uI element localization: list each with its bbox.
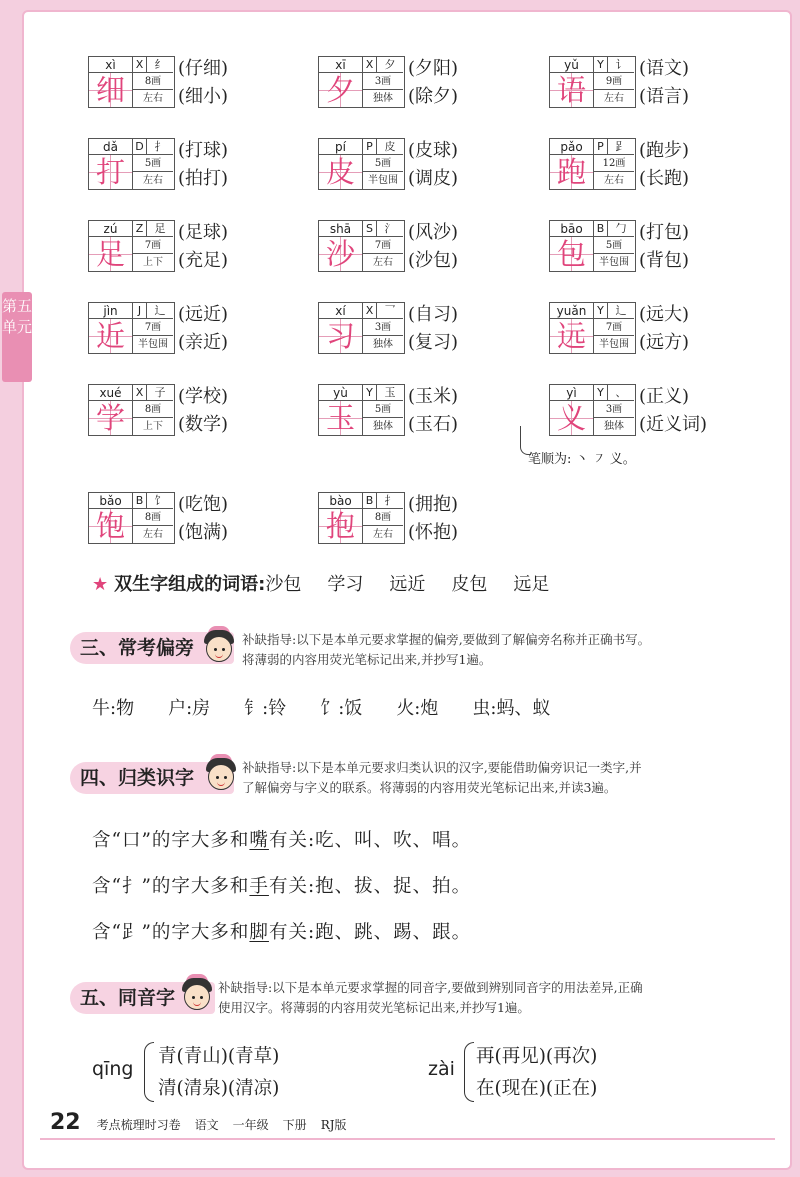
homophone-line: 清(清泉)(清凉): [158, 1078, 280, 1099]
radical-item: 户:房: [168, 698, 211, 719]
char-structure: 半包围: [138, 339, 168, 350]
char-word: (打球): [178, 140, 229, 161]
char-box: [88, 56, 175, 108]
char-word: (近义词): [639, 414, 708, 435]
section4-heading: 四、归类识字: [70, 762, 234, 794]
char-box: [88, 492, 175, 544]
char-glyph: 语: [550, 73, 594, 107]
char-radical: 纟: [147, 57, 173, 73]
section3-heading: 三、常考偏旁: [70, 632, 234, 664]
char-word: (远近): [178, 304, 229, 325]
char-structure: 左右: [143, 93, 163, 104]
char-glyph: 近: [89, 319, 133, 353]
char-initial: J: [133, 303, 147, 319]
char-strokes: 5画: [133, 155, 173, 172]
student-icon: [202, 756, 240, 794]
char-initial: Y: [594, 303, 608, 319]
homophone-line: 在(现在)(正在): [476, 1078, 598, 1099]
classify-rule: [92, 826, 471, 852]
char-word: (拍打): [178, 168, 229, 189]
homophone-line: 青(青山)(青草): [158, 1046, 280, 1067]
char-card: [68, 210, 298, 280]
char-box: [318, 56, 405, 108]
char-structure: 独体: [604, 421, 624, 432]
unit-side-tab: 第五单元: [2, 292, 32, 382]
char-structure: 独体: [373, 421, 393, 432]
char-glyph: 远: [550, 319, 594, 353]
char-initial: X: [133, 385, 147, 401]
char-word: (调皮): [408, 168, 459, 189]
radical-item: 钅:铃: [244, 698, 287, 719]
char-word: (远大): [639, 304, 690, 325]
char-radical: 皮: [377, 139, 403, 155]
radical-item: 牛:物: [92, 698, 135, 719]
star-icon: ★: [92, 574, 109, 595]
char-strokes: 7画: [594, 319, 634, 336]
double-word: 沙包: [265, 574, 302, 595]
char-strokes: 12画: [594, 155, 634, 172]
char-structure: 左右: [373, 257, 393, 268]
char-box: [549, 220, 636, 272]
char-radical: 勹: [608, 221, 634, 237]
char-initial: B: [594, 221, 608, 237]
char-word: (沙包): [408, 250, 459, 271]
char-word: (玉米): [408, 386, 459, 407]
char-initial: B: [363, 493, 377, 509]
char-initial: Y: [594, 385, 608, 401]
char-word: (学校): [178, 386, 229, 407]
char-initial: X: [363, 303, 377, 319]
radical-item: 虫:蚂、蚁: [472, 698, 551, 719]
char-structure: 左右: [604, 175, 624, 186]
double-word: 学习: [327, 574, 364, 595]
student-icon: [178, 976, 216, 1014]
char-card: [68, 46, 298, 116]
char-initial: B: [133, 493, 147, 509]
char-strokes: 7画: [133, 237, 173, 254]
char-strokes: 5画: [594, 237, 634, 254]
char-initial: Y: [594, 57, 608, 73]
char-radical: 足: [147, 221, 173, 237]
double-word: 远足: [513, 574, 550, 595]
char-word: (背包): [639, 250, 690, 271]
series-name: 考点梳理时习卷: [96, 1118, 181, 1132]
char-glyph: 跑: [550, 155, 594, 189]
char-box: [318, 220, 405, 272]
char-glyph: 抱: [319, 509, 363, 543]
tip-line: 将薄弱的内容用荧光笔标记出来,并抄写1遍。: [242, 652, 492, 667]
char-radical: 辶: [608, 303, 634, 319]
char-pinyin: yù: [319, 385, 363, 401]
char-card: [68, 482, 298, 552]
char-word: (拥抱): [408, 494, 459, 515]
char-pinyin: pǎo: [550, 139, 594, 155]
char-word: (饱满): [178, 522, 229, 543]
char-card: [529, 128, 759, 198]
char-strokes: 8画: [133, 401, 173, 418]
char-box: [549, 56, 636, 108]
radical-item: 饣:饭: [320, 698, 363, 719]
page-footer: [50, 1110, 361, 1135]
stroke-order-note: 笔顺为: 丶 ㇇ 义。: [528, 448, 636, 467]
rule-suffix: 有关:跑、跳、踢、跟。: [268, 922, 472, 943]
char-pinyin: bào: [319, 493, 363, 509]
char-box: [318, 138, 405, 190]
rule-key: 脚: [249, 922, 269, 943]
char-word: (数学): [178, 414, 229, 435]
char-word: (仔细): [178, 58, 229, 79]
char-radical: 、: [608, 385, 634, 401]
char-word: (自习): [408, 304, 459, 325]
char-strokes: 5画: [363, 401, 403, 418]
char-word: (风沙): [408, 222, 459, 243]
page-number: 22: [50, 1110, 81, 1135]
char-radical: 子: [147, 385, 173, 401]
tip-line: 补缺指导:以下是本单元要求掌握的偏旁,要做到了解偏旁名称并正确书写。: [242, 632, 651, 647]
rule-key: 手: [249, 876, 269, 897]
char-strokes: 8画: [133, 509, 173, 526]
char-structure: 半包围: [368, 175, 398, 186]
homophone-pinyin: qīng: [92, 1058, 134, 1080]
double-word: 远近: [389, 574, 426, 595]
char-box: [88, 220, 175, 272]
rule-key: 嘴: [249, 830, 269, 851]
char-pinyin: pí: [319, 139, 363, 155]
char-pinyin: xí: [319, 303, 363, 319]
char-radical: 玉: [377, 385, 403, 401]
char-glyph: 玉: [319, 401, 363, 435]
tip-line: 使用汉字。将薄弱的内容用荧光笔标记出来,并抄写1遍。: [218, 1000, 530, 1015]
double-words-line: [92, 570, 575, 596]
char-card: [68, 128, 298, 198]
char-glyph: 沙: [319, 237, 363, 271]
section3-tip: [242, 630, 650, 670]
char-card: [298, 210, 528, 280]
double-word: 皮包: [451, 574, 488, 595]
radical-item: 火:炮: [396, 698, 439, 719]
homophone-pinyin: zài: [428, 1058, 455, 1080]
tip-line: 补缺指导:以下是本单元要求归类认识的汉字,要能借助偏旁识记一类字,并: [242, 760, 642, 775]
char-pinyin: xī: [319, 57, 363, 73]
tip-line: 补缺指导:以下是本单元要求掌握的同音字,要做到辨别同音字的用法差异,正确: [218, 980, 643, 995]
char-word: (正义): [639, 386, 690, 407]
char-word: (皮球): [408, 140, 459, 161]
char-glyph: 习: [319, 319, 363, 353]
char-box: [549, 302, 636, 354]
classify-rule: [92, 918, 471, 944]
homophone-group: [92, 1042, 392, 1112]
char-word: (语言): [639, 86, 690, 107]
char-card: [529, 292, 759, 362]
radical-list: [92, 694, 584, 720]
char-pinyin: shā: [319, 221, 363, 237]
char-card: [298, 482, 528, 552]
char-structure: 半包围: [599, 257, 629, 268]
grade: 一年级: [232, 1118, 269, 1132]
char-card: [529, 210, 759, 280]
char-box: [549, 384, 636, 436]
char-pinyin: dǎ: [89, 139, 133, 155]
char-glyph: 足: [89, 237, 133, 271]
char-word: (语文): [639, 58, 690, 79]
char-structure: 左右: [604, 93, 624, 104]
char-radical: 夕: [377, 57, 403, 73]
tip-line: 了解偏旁与字义的联系。将薄弱的内容用荧光笔标记出来,并读3遍。: [242, 780, 617, 795]
char-box: [318, 492, 405, 544]
char-radical: 辶: [147, 303, 173, 319]
char-strokes: 3画: [363, 73, 403, 90]
char-glyph: 饱: [89, 509, 133, 543]
char-glyph: 包: [550, 237, 594, 271]
char-glyph: 细: [89, 73, 133, 107]
char-initial: D: [133, 139, 147, 155]
char-radical: 扌: [377, 493, 403, 509]
char-box: [549, 138, 636, 190]
char-structure: 左右: [143, 529, 163, 540]
char-pinyin: yǔ: [550, 57, 594, 73]
char-strokes: 5画: [363, 155, 403, 172]
char-word: (亲近): [178, 332, 229, 353]
char-word: (打包): [639, 222, 690, 243]
char-box: [88, 138, 175, 190]
char-radical: 乛: [377, 303, 403, 319]
char-radical: 扌: [147, 139, 173, 155]
char-card: [298, 128, 528, 198]
char-pinyin: yuǎn: [550, 303, 594, 319]
char-card: [298, 374, 528, 444]
student-icon: [200, 628, 238, 666]
char-box: [318, 302, 405, 354]
homophone-line: 再(再见)(再次): [476, 1046, 598, 1067]
classify-rule: [92, 872, 471, 898]
char-structure: 左右: [373, 529, 393, 540]
char-initial: X: [133, 57, 147, 73]
char-radical: 讠: [608, 57, 634, 73]
edition: RJ版: [320, 1118, 347, 1132]
char-glyph: 皮: [319, 155, 363, 189]
char-word: (怀抱): [408, 522, 459, 543]
char-word: (除夕): [408, 86, 459, 107]
char-word: (远方): [639, 332, 690, 353]
rule-suffix: 有关:抱、拔、捉、拍。: [268, 876, 472, 897]
subject: 语文: [194, 1118, 219, 1132]
char-card: [529, 46, 759, 116]
char-glyph: 学: [89, 401, 133, 435]
char-strokes: 3画: [594, 401, 634, 418]
brace-icon: [464, 1042, 474, 1102]
char-initial: S: [363, 221, 377, 237]
char-strokes: 8画: [133, 73, 173, 90]
char-structure: 独体: [373, 339, 393, 350]
char-radical: 饣: [147, 493, 173, 509]
char-pinyin: xì: [89, 57, 133, 73]
char-word: (吃饱): [178, 494, 229, 515]
char-pinyin: bǎo: [89, 493, 133, 509]
section5-tip: [218, 978, 643, 1018]
char-word: (复习): [408, 332, 459, 353]
char-initial: X: [363, 57, 377, 73]
char-word: (夕阳): [408, 58, 459, 79]
char-box: [88, 384, 175, 436]
char-strokes: 3画: [363, 319, 403, 336]
char-card: [68, 374, 298, 444]
char-word: (细小): [178, 86, 229, 107]
rule-prefix: 含“口”的字大多和: [92, 830, 250, 851]
volume: 下册: [282, 1118, 307, 1132]
char-pinyin: bāo: [550, 221, 594, 237]
char-box: [318, 384, 405, 436]
rule-suffix: 有关:吃、叫、吹、唱。: [268, 830, 472, 851]
char-strokes: 8画: [363, 509, 403, 526]
char-glyph: 打: [89, 155, 133, 189]
char-card: [529, 374, 759, 444]
char-word: (足球): [178, 222, 229, 243]
char-box: [88, 302, 175, 354]
char-glyph: 夕: [319, 73, 363, 107]
brace-icon: [144, 1042, 154, 1102]
char-structure: 上下: [143, 257, 163, 268]
char-card: [68, 292, 298, 362]
section5-heading: 五、同音字: [70, 982, 215, 1014]
double-words-label: 双生字组成的词语:: [114, 574, 266, 595]
section4-tip: [242, 758, 642, 798]
char-strokes: 7画: [133, 319, 173, 336]
homophone-group: [428, 1042, 728, 1112]
char-glyph: 义: [550, 401, 594, 435]
char-word: (充足): [178, 250, 229, 271]
char-structure: 上下: [143, 421, 163, 432]
char-radical: 氵: [377, 221, 403, 237]
char-card: [298, 46, 528, 116]
char-pinyin: jìn: [89, 303, 133, 319]
footer-divider: [40, 1138, 775, 1140]
char-structure: 左右: [143, 175, 163, 186]
char-pinyin: xué: [89, 385, 133, 401]
char-pinyin: yì: [550, 385, 594, 401]
char-pinyin: zú: [89, 221, 133, 237]
char-card: [298, 292, 528, 362]
char-structure: 半包围: [599, 339, 629, 350]
char-initial: P: [363, 139, 377, 155]
char-structure: 独体: [373, 93, 393, 104]
char-word: (跑步): [639, 140, 690, 161]
rule-prefix: 含“扌”的字大多和: [92, 876, 250, 897]
char-initial: P: [594, 139, 608, 155]
char-word: (长跑): [639, 168, 690, 189]
char-radical: 𧾷: [608, 139, 634, 155]
character-grid: [68, 46, 768, 566]
char-strokes: 7画: [363, 237, 403, 254]
rule-prefix: 含“𧾷”的字大多和: [92, 922, 250, 943]
char-initial: Z: [133, 221, 147, 237]
char-strokes: 9画: [594, 73, 634, 90]
char-word: (玉石): [408, 414, 459, 435]
char-initial: Y: [363, 385, 377, 401]
